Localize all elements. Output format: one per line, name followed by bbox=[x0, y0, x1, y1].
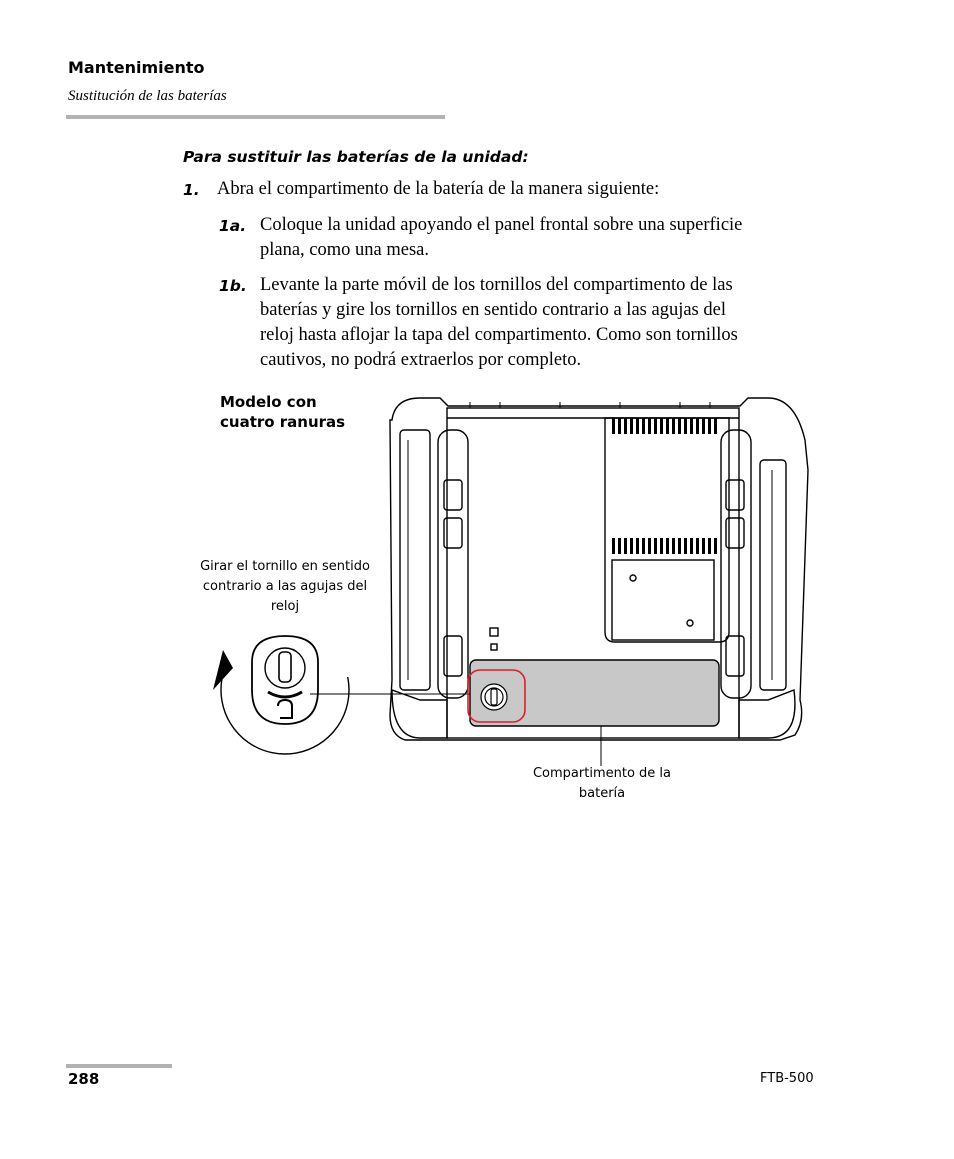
model-label-line-1: Modelo con bbox=[220, 393, 317, 411]
left-handle bbox=[438, 430, 468, 698]
product-model: FTB-500 bbox=[760, 1071, 814, 1086]
step-1a-line-2: plana, como una mesa. bbox=[260, 240, 430, 260]
step-1b-line-3: reloj hasta aflojar la tapa del compartimento. Como son tornillos bbox=[260, 325, 738, 345]
step-1b-line-4: cautivos, no podrá extraerlos por completo. bbox=[260, 350, 582, 370]
screw-callout-line-1: Girar el tornillo en sentido bbox=[200, 559, 370, 574]
section-title: Mantenimiento bbox=[68, 58, 205, 77]
battery-callout-line-2: batería bbox=[578, 786, 626, 801]
rotation-arrow-icon bbox=[213, 650, 233, 690]
step-1-number: 1. bbox=[183, 181, 200, 199]
screw-callout-line-2: contrario a las agujas del bbox=[202, 579, 368, 594]
procedure-title: Para sustituir las baterías de la unidad: bbox=[183, 148, 529, 166]
vent-panel bbox=[605, 418, 729, 642]
screw-callout-line-3: reloj bbox=[270, 599, 300, 614]
step-1b-number: 1b. bbox=[219, 277, 247, 295]
step-1a-number: 1a. bbox=[219, 217, 247, 235]
footer-rule bbox=[66, 1064, 172, 1068]
step-1-text: Abra el compartimento de la batería de la manera siguiente: bbox=[217, 179, 660, 199]
battery-callout-line-1: Compartimento de la bbox=[532, 766, 671, 781]
step-1a-line-1: Coloque la unidad apoyando el panel frontal sobre una superficie bbox=[260, 215, 743, 235]
screw-detail bbox=[211, 616, 359, 764]
battery-screw bbox=[481, 684, 507, 710]
section-subtitle: Sustitución de las baterías bbox=[68, 88, 227, 104]
step-1b-line-2: baterías y gire los tornillos en sentido contrario a las agujas del bbox=[260, 300, 726, 320]
step-1b-line-1: Levante la parte móvil de los tornillos del compartimento de las bbox=[260, 275, 733, 295]
model-label-line-2: cuatro ranuras bbox=[220, 413, 346, 431]
page-number: 288 bbox=[68, 1070, 100, 1088]
